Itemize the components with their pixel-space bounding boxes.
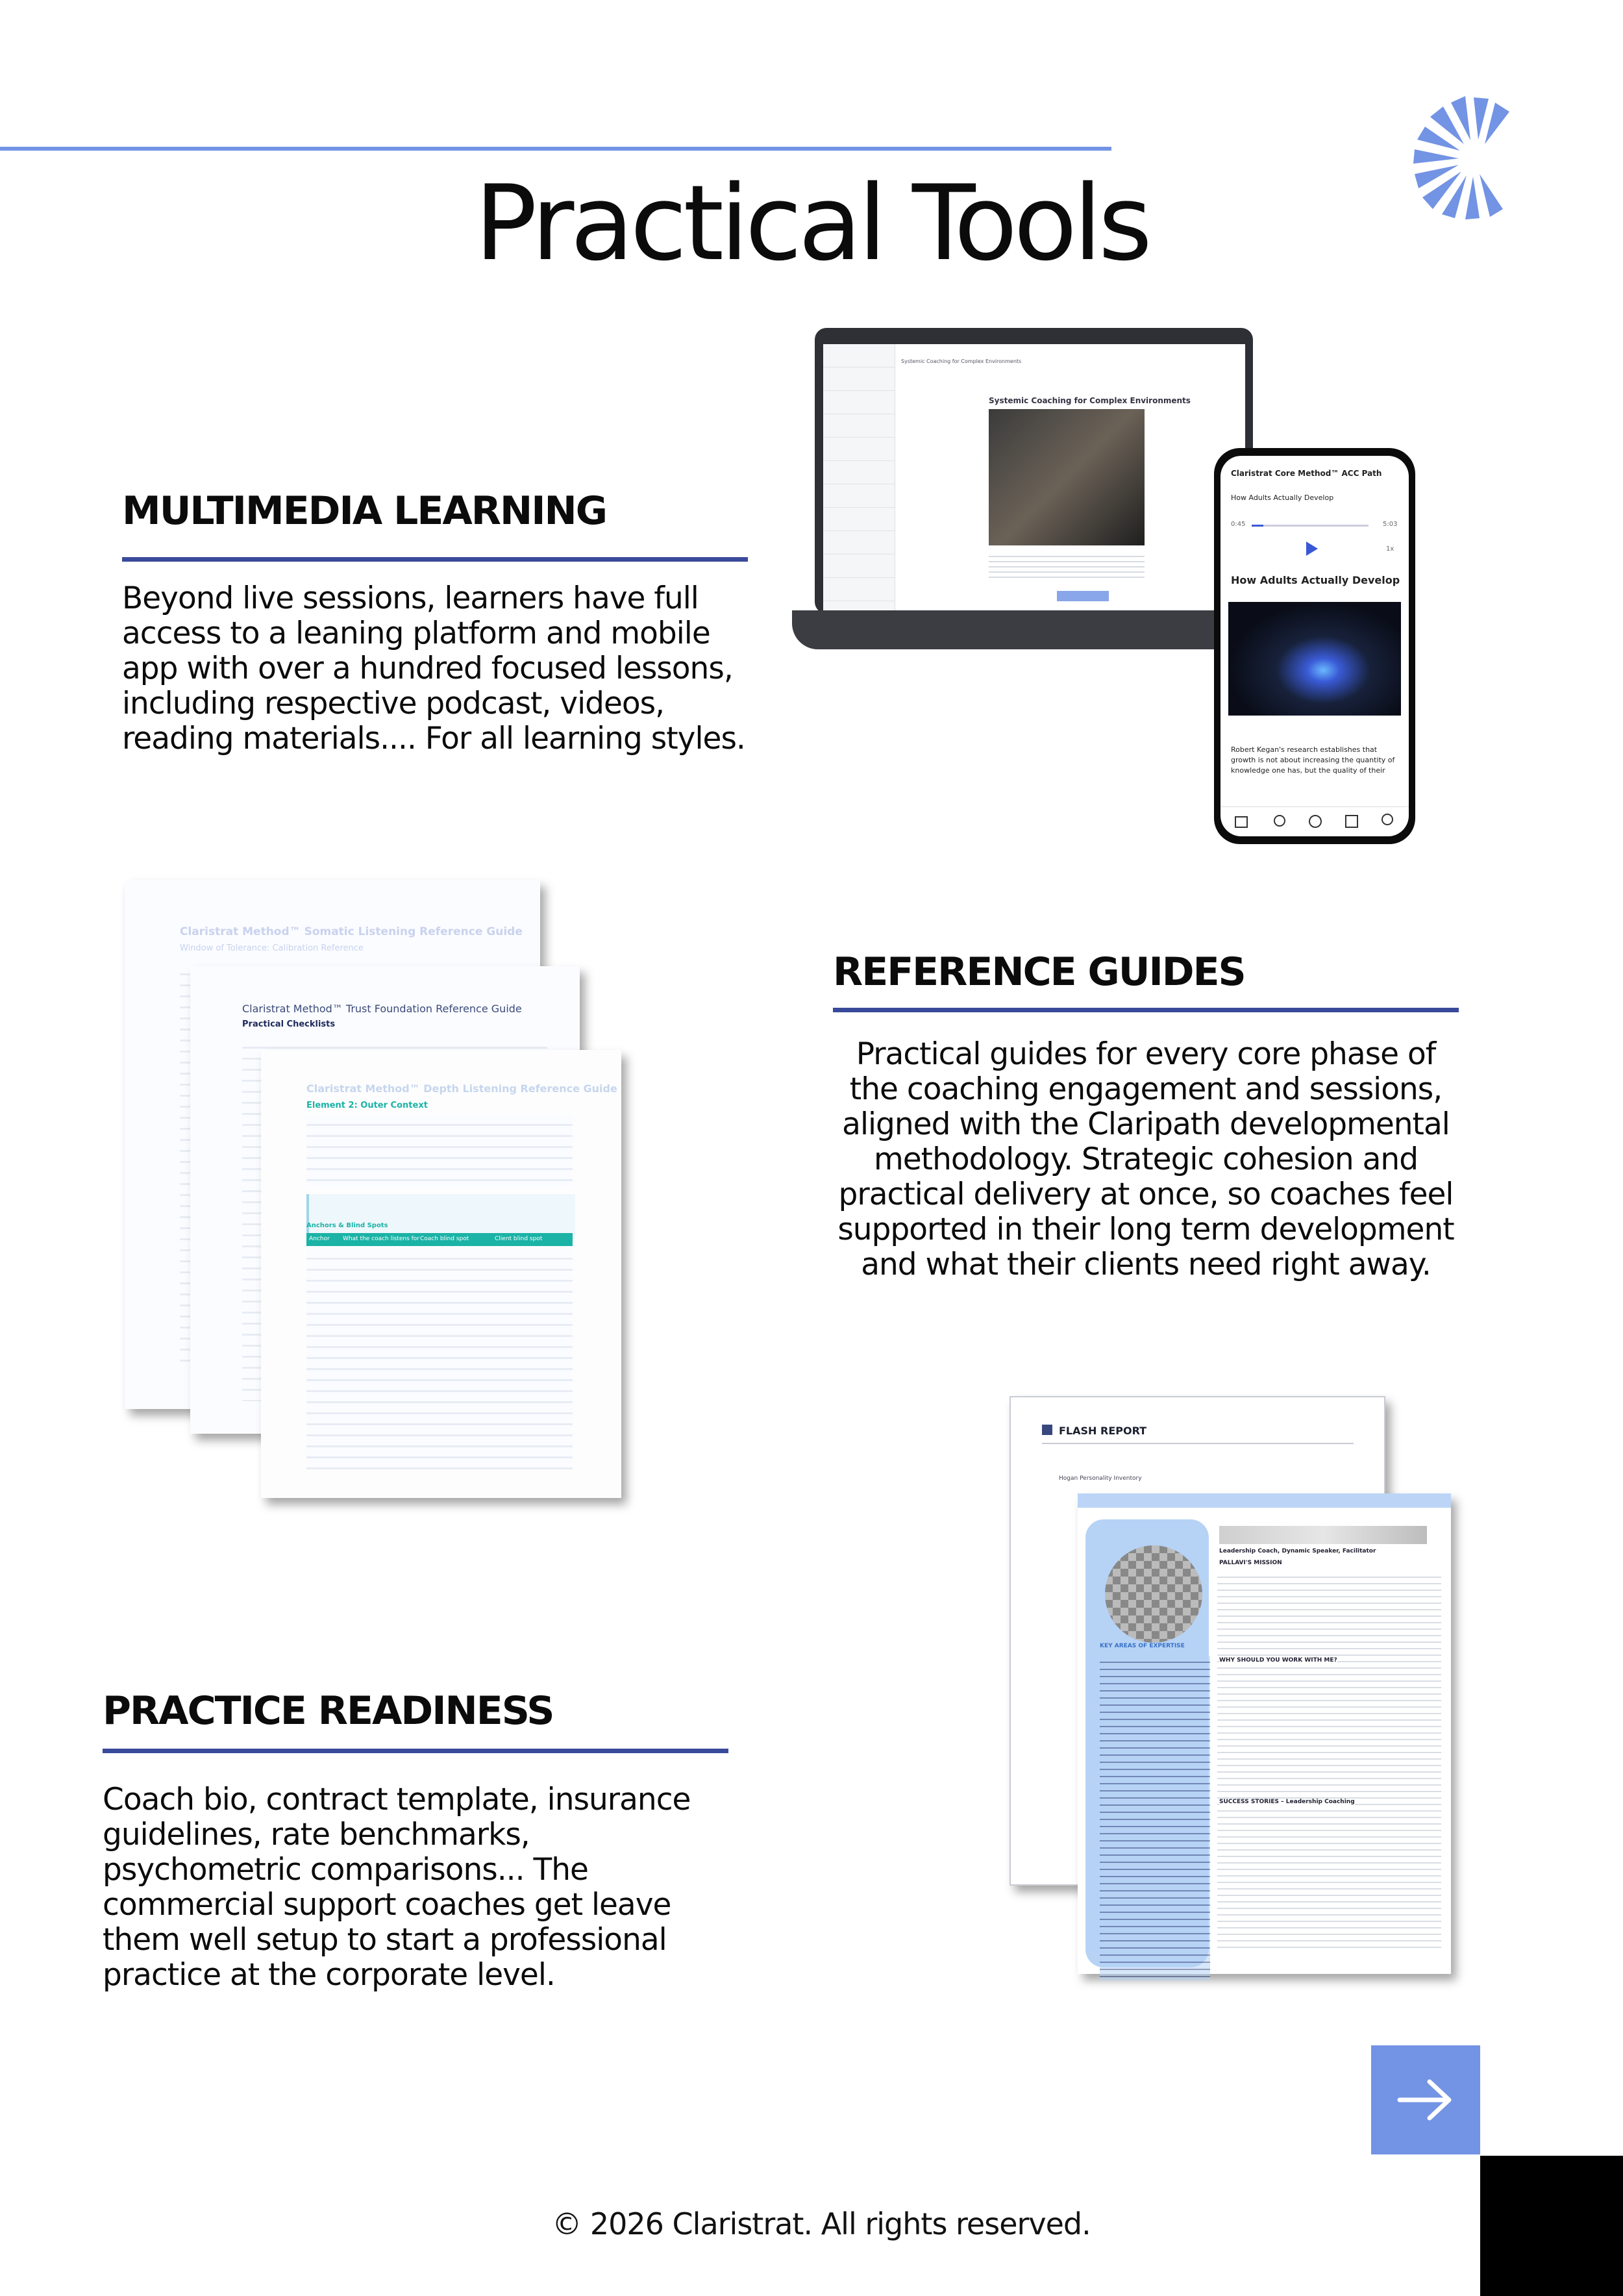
phone-lesson-heading: How Adults Actually Develop <box>1231 574 1400 586</box>
doc-depth-title: Claristrat Method™ Depth Listening Reference Guide <box>306 1082 617 1095</box>
table-header-anchor: Anchor <box>309 1236 330 1242</box>
table-header-client: Client blind spot <box>495 1236 543 1242</box>
bio-why-heading: WHY SHOULD YOU WORK WITH ME? <box>1219 1657 1337 1664</box>
phone-progress-fill <box>1252 525 1263 527</box>
page-title: Practical Tools <box>474 162 1149 284</box>
doc-depth-subtitle: Element 2: Outer Context <box>306 1101 428 1110</box>
section-rule-readiness <box>103 1749 728 1753</box>
bio-expertise-heading: KEY AREAS OF EXPERTISE <box>1100 1643 1185 1649</box>
section-body-readiness: Coach bio, contract template, insurance guidelines, rate benchmarks, psychometric comparisons... The commercial support coaches get leave them well setup to start a professional practice at the corporate level. <box>103 1782 691 1993</box>
add-icon[interactable] <box>1309 815 1322 828</box>
report-icon <box>1042 1425 1052 1435</box>
laptop-lesson-video[interactable] <box>989 409 1145 545</box>
home-icon[interactable] <box>1235 816 1248 828</box>
section-rule-multimedia <box>122 557 748 562</box>
bio-body-text <box>1217 1571 1441 1948</box>
flash-report-row: Hogan Personality Inventory <box>1059 1475 1142 1482</box>
phone-screen <box>1220 456 1409 836</box>
bio-role: Leadership Coach, Dynamic Speaker, Facilitator <box>1219 1548 1376 1554</box>
doc-trust-title: Claristrat Method™ Trust Foundation Reference Guide <box>242 1003 522 1015</box>
table-header-coach: Coach blind spot <box>420 1236 469 1242</box>
flash-report-title: FLASH REPORT <box>1059 1425 1147 1437</box>
bio-mission-heading: PALLAVI'S MISSION <box>1219 1560 1282 1566</box>
play-icon[interactable] <box>1306 542 1318 556</box>
search-icon[interactable] <box>1274 815 1285 827</box>
doc-somatic-subtitle: Window of Tolerance: Calibration Reference <box>180 943 364 953</box>
doc-depth-table-caption: Anchors & Blind Spots <box>306 1222 388 1229</box>
calendar-icon[interactable] <box>1345 815 1358 828</box>
section-body-multimedia: Beyond live sessions, learners have full access to a leaning platform and mobile app with over a hundred focused lessons, including respective podcast, videos, reading materials.... For all learning styles. <box>122 580 745 756</box>
doc-depth-table-body <box>306 1249 573 1469</box>
section-heading-multimedia: MULTIMEDIA LEARNING <box>122 488 606 534</box>
laptop-lesson-title: Systemic Coaching for Complex Environments <box>989 396 1191 405</box>
phone-lesson-excerpt: Robert Kegan's research establishes that growth is not about increasing the quantity of knowledge one has, but the quality of their <box>1231 745 1395 775</box>
bio-avatar <box>1105 1545 1202 1643</box>
phone-mockup <box>1214 448 1415 844</box>
doc-trust-subtitle: Practical Checklists <box>242 1019 336 1029</box>
bio-expertise-list <box>1100 1656 1210 1980</box>
phone-speed[interactable]: 1x <box>1386 545 1394 553</box>
section-rule-reference <box>833 1008 1459 1012</box>
bio-stories-heading: SUCCESS STORIES – Leadership Coaching <box>1219 1799 1355 1805</box>
footer-copyright: © 2026 Claristrat. All rights reserved. <box>552 2206 1091 2241</box>
arrow-right-icon <box>1397 2078 1454 2122</box>
profile-icon[interactable] <box>1381 814 1393 825</box>
phone-lesson-name: How Adults Actually Develop <box>1231 493 1334 502</box>
bio-top-band <box>1078 1493 1451 1508</box>
laptop-lesson-text <box>989 552 1145 578</box>
laptop-continue-button[interactable] <box>1057 591 1109 601</box>
phone-time-end: 5:03 <box>1383 521 1398 528</box>
laptop-base <box>792 610 1269 649</box>
laptop-breadcrumb: Systemic Coaching for Complex Environments <box>901 358 1022 364</box>
coach-bio-doc <box>1078 1493 1451 1974</box>
section-heading-reference: REFERENCE GUIDES <box>833 949 1245 995</box>
section-body-reference: Practical guides for every core phase of the coaching engagement and sessions, aligned with the Claripath developmental methodology. Strategic cohesion and practical delivery at once, so coaches feel supported in their long term development and what their clients need right away. <box>837 1036 1454 1282</box>
bio-name-redacted <box>1219 1526 1427 1544</box>
phone-header: Claristrat Core Method™ ACC Path <box>1231 469 1382 478</box>
laptop-screen-content <box>823 344 1245 610</box>
reference-doc-depth <box>261 1050 621 1498</box>
table-header-listens: What the coach listens for <box>343 1236 420 1242</box>
doc-somatic-title: Claristrat Method™ Somatic Listening Reference Guide <box>180 925 523 938</box>
phone-progress-track[interactable] <box>1252 525 1369 527</box>
bio-sidebar <box>1085 1519 1209 1967</box>
phone-lesson-image <box>1228 602 1401 716</box>
next-page-button[interactable] <box>1371 2045 1480 2154</box>
doc-depth-intro <box>306 1115 573 1186</box>
header-accent-line <box>0 147 1111 151</box>
doc-depth-table-header <box>306 1233 573 1246</box>
phone-bottom-nav <box>1220 806 1409 836</box>
laptop-lesson-sidebar <box>823 344 895 610</box>
section-heading-readiness: PRACTICE READINESS <box>103 1688 554 1734</box>
flash-report-divider <box>1042 1443 1354 1444</box>
phone-time-start: 0:45 <box>1231 521 1246 528</box>
